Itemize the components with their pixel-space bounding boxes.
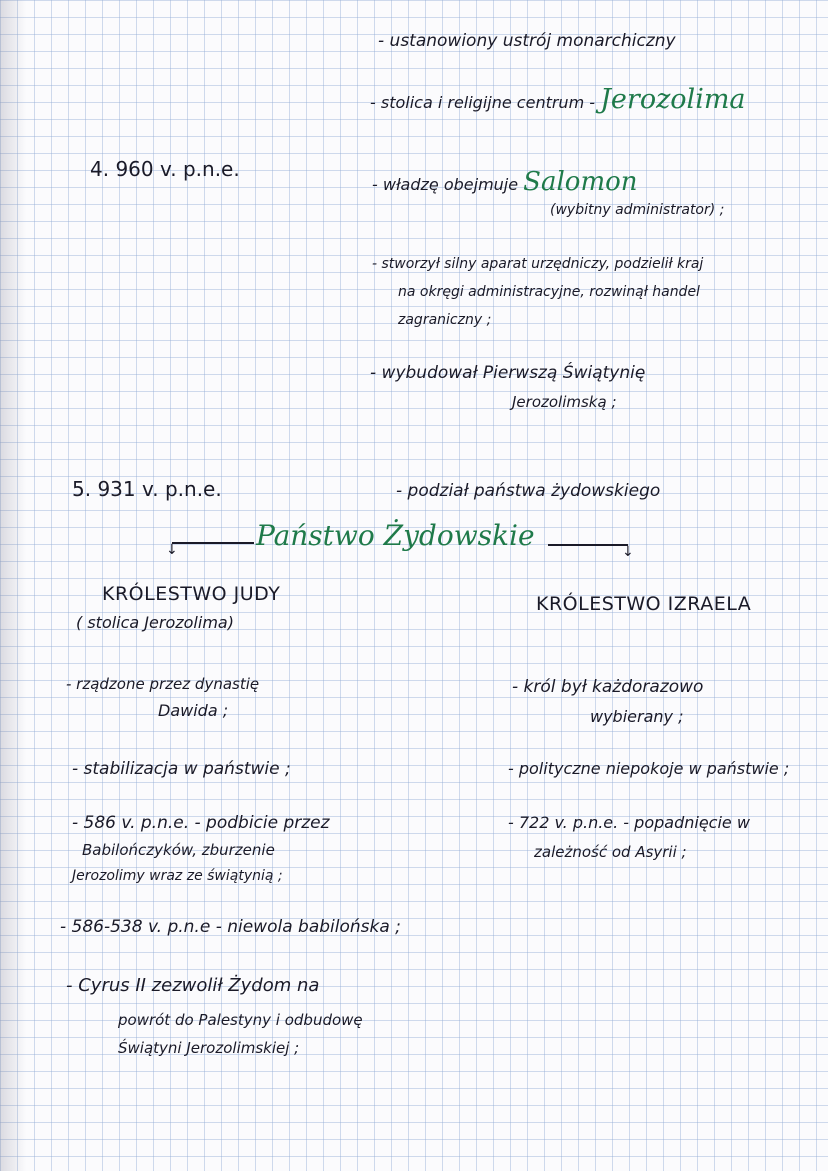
judah-cyrus-l2: powrót do Palestyny i odbudowę xyxy=(118,1011,363,1029)
israel-king-l1: - król był każdorazowo xyxy=(512,677,704,697)
arrow-right-head: ↓ xyxy=(622,544,634,560)
judah-586-l1: - 586 v. p.n.e. - podbicie przez xyxy=(72,813,330,833)
note-line-monarchy: - ustanowiony ustrój monarchiczny xyxy=(378,31,676,51)
note-apparatus-l2: na okręgi administracyjne, rozwinął handel xyxy=(398,284,700,300)
notebook-binding-shadow xyxy=(0,0,26,1171)
note-apparatus-l1: - stworzył silny aparat urzędniczy, podzielił kraj xyxy=(372,256,704,272)
state-title: Państwo Żydowskie xyxy=(256,519,535,552)
judah-capital: ( stolica Jerozolima) xyxy=(76,613,234,632)
judah-captivity: - 586-538 v. p.n.e - niewola babilońska ; xyxy=(60,917,401,937)
arrow-left-line xyxy=(172,542,254,544)
note-apparatus-l3: zagraniczny ; xyxy=(398,312,492,328)
judah-title: KRÓLESTWO JUDY xyxy=(102,583,281,605)
capital-label: - stolica i religijne centrum - xyxy=(370,93,601,112)
date-931bc: 5. 931 v. p.n.e. xyxy=(72,477,222,501)
judah-cyrus-l3: Świątyni Jerozolimskiej ; xyxy=(118,1039,300,1057)
jerusalem-highlight: Jerozolima xyxy=(600,84,746,115)
israel-title: KRÓLESTWO IZRAELA xyxy=(536,593,752,615)
date-960bc: 4. 960 v. p.n.e. xyxy=(90,157,240,181)
judah-dynasty-l1: - rządzone przez dynastię xyxy=(66,675,260,693)
judah-586-l2: Babilończyków, zburzenie xyxy=(82,841,275,859)
israel-722-l1: - 722 v. p.n.e. - popadnięcie w xyxy=(508,813,750,832)
judah-cyrus-l1: - Cyrus II zezwolił Żydom na xyxy=(66,975,320,996)
salomon-note: (wybitny administrator) ; xyxy=(550,202,725,218)
salomon-label: - władzę obejmuje xyxy=(372,175,524,194)
note-division: - podział państwa żydowskiego xyxy=(396,481,661,501)
arrow-left-head: ↓ xyxy=(166,542,178,558)
salomon-highlight: Salomon xyxy=(523,167,638,197)
note-line-capital xyxy=(370,84,746,115)
arrow-right-line xyxy=(548,544,628,546)
judah-stability: - stabilizacja w państwie ; xyxy=(72,759,291,779)
note-temple-l1: - wybudował Pierwszą Świątynię xyxy=(370,363,646,383)
judah-dynasty-l2: Dawida ; xyxy=(158,701,229,720)
judah-586-l3: Jerozolimy wraz ze świątynią ; xyxy=(72,868,283,884)
israel-722-l2: zależność od Asyrii ; xyxy=(534,843,687,861)
note-line-salomon xyxy=(372,168,638,198)
note-temple-l2: Jerozolimską ; xyxy=(512,393,617,411)
israel-king-l2: wybierany ; xyxy=(590,707,684,726)
israel-unrest: - polityczne niepokoje w państwie ; xyxy=(508,759,790,778)
